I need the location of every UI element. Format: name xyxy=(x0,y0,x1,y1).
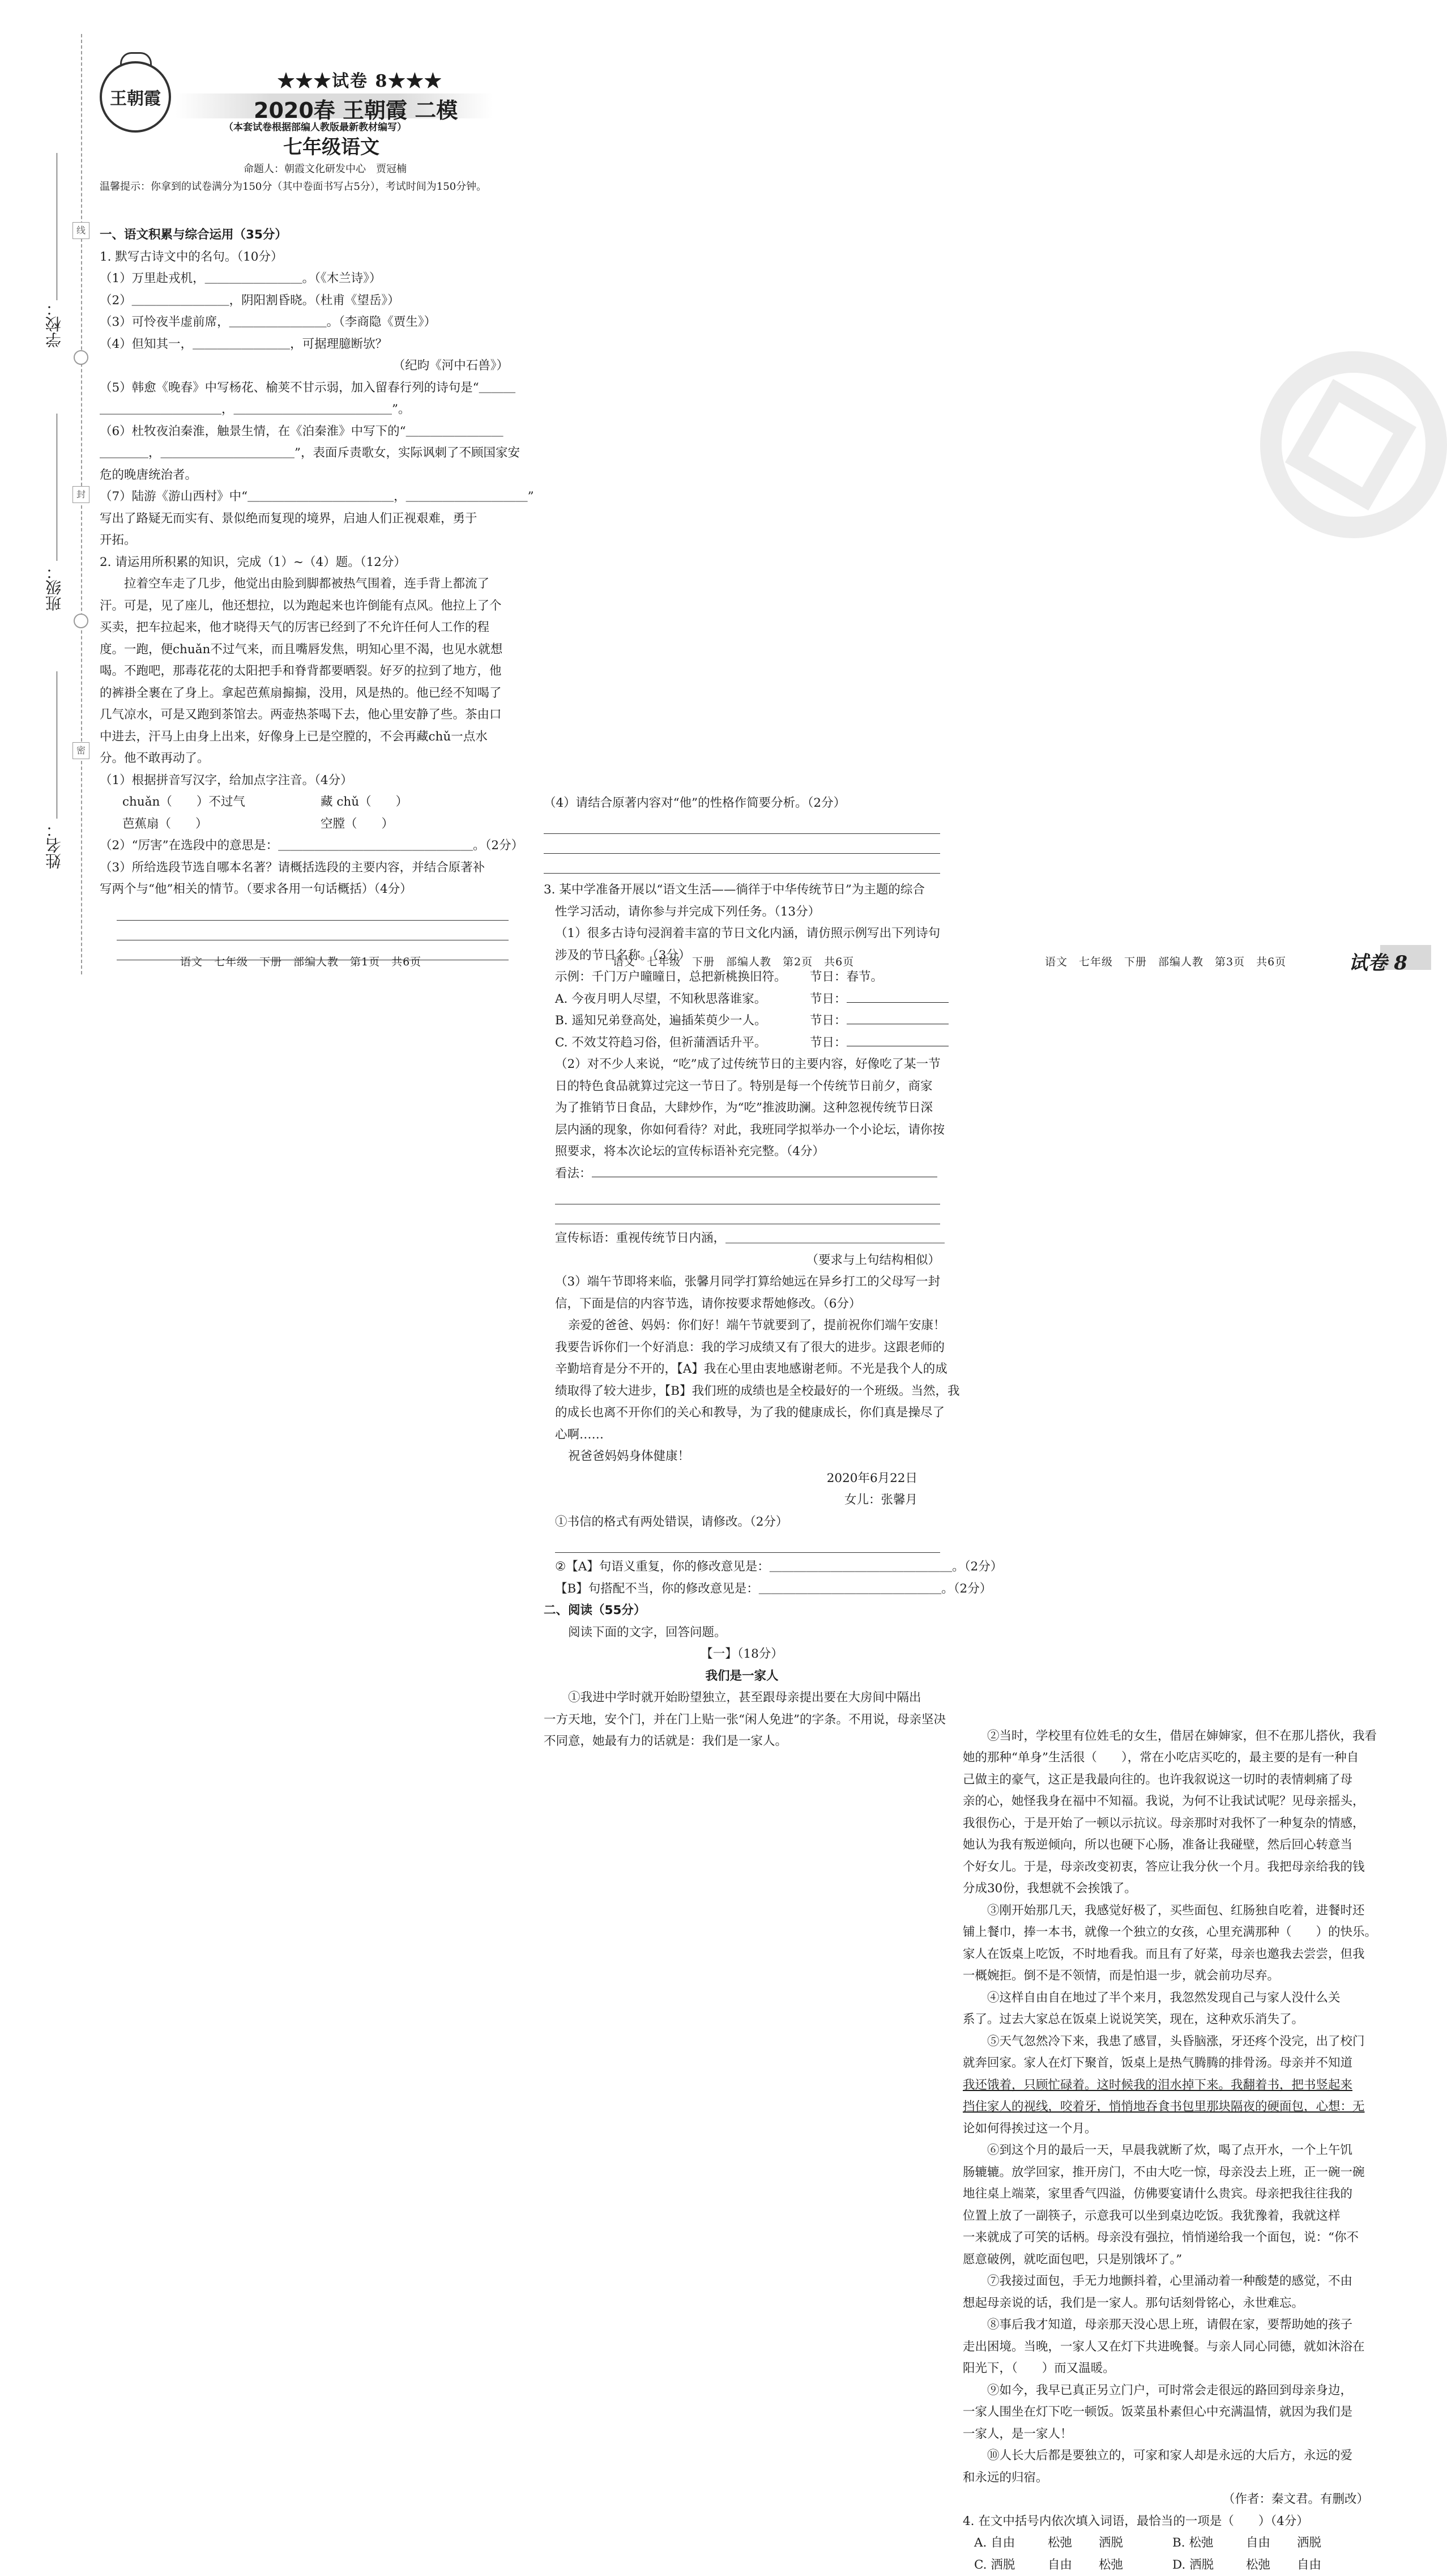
page-2-footer: 语文 七年级 下册 部编人教 第2页 共6页 xyxy=(613,953,854,969)
q3-2e: 照要求，将本次论坛的宣传标语补充完整。（4分） xyxy=(544,1141,940,1163)
q2-passage-line: 喝。不跑吧，那毒花花的太阳把手和脊背都要晒裂。好歹的拉到了地方，他 xyxy=(100,661,509,683)
article-line: 亲的心，她怪我身在福中不知福。我说，为何不让我试试呢？见母亲摇头， xyxy=(963,1791,1369,1813)
q1-5a: （5）韩愈《晚春》中写杨花、榆荚不甘示弱，加入留春行列的诗句是“＿＿＿ xyxy=(100,377,509,399)
letter-date: 2020年6月22日 xyxy=(544,1468,940,1490)
q2-1a: chuǎn（ ）不过气 xyxy=(122,791,321,814)
q4-stem: 4. 在文中括号内依次填入词语，最恰当的一项是（ ）（4分） xyxy=(963,2511,1369,2533)
q4-option-a-word-2: 松弛 xyxy=(1048,2532,1099,2554)
school-label: 学校： xyxy=(43,300,66,348)
binding-hole xyxy=(74,614,88,628)
q3-2d: 层内涵的现象，你如何看待？对此，我班同学拟举办一个小论坛，请你按 xyxy=(544,1119,940,1142)
page-1-column xyxy=(100,224,509,960)
article-line: 己做主的豪气，这正是我最向往的。也许我叙说这一切时的表情刺痛了母 xyxy=(963,1769,1369,1791)
class-label: 班级： xyxy=(43,564,66,611)
binding-hole xyxy=(74,350,88,365)
q3-2b: 日的特色食品就算过完这一节日了。特别是每一个传统节日前夕，商家 xyxy=(544,1076,940,1098)
article-line: 一家人围坐在灯下吃一顿饭。饭菜虽朴素但心中充满温情，就因为我们是 xyxy=(963,2402,1369,2424)
answer-line[interactable] xyxy=(117,903,509,921)
q1-3: （3）可怜夜半虚前席，＿＿＿＿＿＿＿＿。（李商隐《贾生》） xyxy=(100,312,509,334)
q3-option-c xyxy=(544,1032,940,1054)
article-line: ④这样自由自在地过了半个来月，我忽然发现自己与家人没什么关 xyxy=(963,1987,1369,2009)
q3-3a: （3）端午节即将来临，张馨月同学打算给她远在异乡打工的父母写一封 xyxy=(544,1271,940,1293)
answer-line[interactable] xyxy=(544,856,940,874)
q2-3b: 写两个与“他”相关的情节。（要求各用一句话概括）（4分） xyxy=(100,879,509,901)
article-line: 不同意，她最有力的话就是：我们是一家人。 xyxy=(544,1731,940,1753)
article-line: ③刚开始那几天，我感觉好极了，买些面包、红肠独自吃着，进餐时还 xyxy=(963,1900,1369,1922)
article-line: ⑧事后我才知道，母亲那天没心思上班，请假在家，要帮助她的孩子 xyxy=(963,2314,1369,2336)
q2-1d: 空膛（ ） xyxy=(321,817,394,831)
article-line: ⑤天气忽然冷下来，我患了感冒，头昏脑涨，牙还疼个没完，出了校门 xyxy=(963,2031,1369,2053)
q4-option-a[interactable]: A. 自由 xyxy=(974,2532,1048,2554)
article-line: 她的那种“单身”生活很（ ），常在小吃店买吃的，最主要的是有一种自 xyxy=(963,1747,1369,1769)
q4-option-b[interactable]: B. 松弛 xyxy=(1172,2532,1246,2554)
q4-option-c-word-3: 松弛 xyxy=(1099,2554,1172,2576)
article-line: 她认为我有叛逆倾向，所以也硬下心肠，准备让我碰壁，然后回心转意当 xyxy=(963,1834,1369,1857)
q2-1b: 藏 chǔ（ ） xyxy=(321,795,408,809)
q4-option-d[interactable]: D. 洒脱 xyxy=(1172,2554,1246,2576)
q3-2a: （2）对不少人来说，“吃”成了过传统节日的主要内容，好像吃了某一节 xyxy=(544,1054,940,1076)
seal-mark-feng: 封 xyxy=(72,486,89,503)
article-line: 一概婉拒。倒不是不领情，而是怕退一步，就会前功尽弃。 xyxy=(963,1965,1369,1987)
answer-line[interactable] xyxy=(555,1207,940,1224)
q3-1a: （1）很多古诗句浸润着丰富的节日文化内涵，请仿照示例写出下列诗句 xyxy=(544,923,940,945)
q1-4-source: （纪昀《河中石兽》） xyxy=(100,355,509,377)
exam-author: 命题人：朝霞文化研发中心 贾冠楠 xyxy=(244,161,407,176)
q2-passage-line: 汗。可是，见了座儿，他还想拉，以为跑起来也许倒能有点风。他拉上了个 xyxy=(100,595,509,618)
exam-subtitle: （本套试卷根据部编人教版最新教材编写） xyxy=(224,119,407,133)
section-2-heading: 二、阅读（55分） xyxy=(544,1600,940,1622)
exam-number: ★★★试卷 8★★★ xyxy=(278,67,442,92)
q1-6b: ＿＿＿＿，＿＿＿＿＿＿＿＿＿＿＿”，表面斥责歌女，实际讽刺了不顾国家安 xyxy=(100,442,509,465)
article-line: 愿意破例，就吃面包吧，只是别饿坏了。” xyxy=(963,2249,1369,2271)
q1-stem: 1. 默写古诗文中的名句。（10分） xyxy=(100,246,509,269)
section-1-heading: 一、语文积累与综合运用（35分） xyxy=(100,224,509,246)
article-source: （作者：秦文君。有删改） xyxy=(963,2489,1369,2511)
page-3-footer: 语文 七年级 下册 部编人教 第3页 共6页 xyxy=(1045,953,1286,969)
binding-dashed-line xyxy=(81,34,82,974)
q2-passage-line: 分。他不敢再动了。 xyxy=(100,748,509,770)
q1-6a: （6）杜牧夜泊秦淮，触景生情，在《泊秦淮》中写下的“＿＿＿＿＿＿＿＿ xyxy=(100,421,509,443)
article-line-underlined: 挡住家人的视线，咬着牙，悄悄地吞食书包里那块隔夜的硬面包，心想：无 xyxy=(963,2096,1369,2118)
article-line: 个好女儿。于是，母亲改变初衷，答应让我分伙一个月。我把母亲给我的钱 xyxy=(963,1857,1369,1879)
q1-1: （1）万里赴戎机，＿＿＿＿＿＿＿＿。（《木兰诗》） xyxy=(100,268,509,290)
q4-option-b-word-2: 自由 xyxy=(1246,2532,1297,2554)
q1-7a: （7）陆游《游山西村》中“＿＿＿＿＿＿＿＿＿＿＿＿，＿＿＿＿＿＿＿＿＿＿” xyxy=(100,486,509,508)
q4-options-row xyxy=(963,2554,1369,2576)
article-line: 地往桌上端菜，家里香气四溢，仿佛要宴请什么贵宾。母亲把我往往我的 xyxy=(963,2183,1369,2205)
answer-line[interactable] xyxy=(544,836,940,854)
reading-part-1: 【一】（18分） xyxy=(544,1643,940,1666)
q4-option-d-word-3: 自由 xyxy=(1297,2554,1348,2576)
article-line: 阳光下，（ ）而又温暖。 xyxy=(963,2358,1369,2380)
article-line: 一方天地，安个门，并在门上贴一张“闲人免进”的字条。不用说，母亲坚决 xyxy=(544,1709,940,1731)
q2-1-row xyxy=(100,814,509,836)
q2-passage-line: 几气凉水，可是又跑到茶馆去。两壶热茶喝下去，他心里安静了些。茶由口 xyxy=(100,704,509,726)
letter-line: 辛勤培育是分不开的，【A】我在心里由衷地感谢老师。不光是我个人的成 xyxy=(544,1359,940,1381)
exam-corner-label: 试卷 8 xyxy=(1349,947,1408,975)
q3-verse-a: A. 今夜月明人尽望，不知秋思落谁家。 xyxy=(555,989,810,1011)
answer-line[interactable] xyxy=(544,816,940,834)
warm-tips: 温馨提示：你拿到的试卷满分为150分（其中卷面书写占5分），考试时间为150分钟。 xyxy=(100,178,509,196)
festival-label: 节日： xyxy=(810,1036,847,1050)
page-1-footer: 语文 七年级 下册 部编人教 第1页 共6页 xyxy=(180,953,421,969)
article-line: 想起母亲说的话，我们是一家人。那句话刻骨铭心，永世难忘。 xyxy=(963,2293,1369,2315)
q3-stem-a: 3. 某中学准备开展以“语文生活——徜徉于中华传统节日”为主题的综合 xyxy=(544,879,940,901)
festival-label: 节日： xyxy=(810,1014,847,1028)
article-line: 走出困境。当晚，一家人又在灯下共进晚餐。与亲人同心同德，就如沐浴在 xyxy=(963,2336,1369,2358)
q1-6c: 危的晚唐统治者。 xyxy=(100,465,509,487)
q2-2: （2）“厉害”在选段中的意思是：＿＿＿＿＿＿＿＿＿＿＿＿＿＿＿＿。（2分） xyxy=(100,835,509,857)
article-line: ②当时，学校里有位姓毛的女生，借居在婶婶家，但不在那儿搭伙，我看 xyxy=(963,1726,1369,1748)
article-line: ⑩人长大后都是要独立的，可家和家人却是永远的大后方，永远的爱 xyxy=(963,2445,1369,2467)
q2-1c: 芭蕉扇（ ） xyxy=(122,814,321,836)
article-line: 系了。过去大家总在饭桌上说说笑笑，现在，这种欢乐消失了。 xyxy=(963,2009,1369,2031)
q4-options-row xyxy=(963,2532,1369,2554)
letter-line: 的成长也离不开你们的关心和教导，为了我的健康成长，你们真是操尽了 xyxy=(544,1402,940,1424)
exam-title: 2020春 王朝霞 二模 xyxy=(254,93,458,124)
answer-line[interactable] xyxy=(555,1187,940,1204)
article-line: 铺上餐巾，捧一本书，就像一个独立的女孩，心里充满那种（ ）的快乐。 xyxy=(963,1922,1369,1944)
q3-option-b xyxy=(544,1010,940,1032)
article-line: ①我进中学时就开始盼望独立，甚至跟母亲提出要在大房间中隔出 xyxy=(544,1687,940,1709)
q1-4: （4）但知其一，＿＿＿＿＿＿＿＿，可据理臆断欤？ xyxy=(100,334,509,356)
q2-passage-line: 拉着空车走了几步，他觉出由脸到脚都被热气围着，连手背上都流了 xyxy=(100,573,509,595)
q3-1b: 涉及的节日名称。（3分） xyxy=(544,945,940,967)
q4-option-c-word-2: 自由 xyxy=(1048,2554,1099,2576)
article-line: 和永远的归宿。 xyxy=(963,2467,1369,2489)
q3-3b: 信，下面是信的内容节选，请你按要求帮她修改。（6分） xyxy=(544,1293,940,1315)
q1-7b: 写出了路疑无而实有、景似绝而复现的境界，启迪人们正视艰难，勇于 xyxy=(100,508,509,530)
q2-passage-line: 中进去，汗马上由身上出来，好像身上已是空膛的，不会再藏chǔ一点水 xyxy=(100,726,509,748)
article-line: 我很伤心，于是开始了一顿以示抗议。母亲那时对我怀了一种复杂的情感， xyxy=(963,1813,1369,1835)
article-line: 论如何得挨过这一个月。 xyxy=(963,2118,1369,2140)
article-line: 一来就成了可笑的话柄。母亲没有强拉，悄悄递给我一个面包，说：“你不 xyxy=(963,2227,1369,2249)
q4-option-a-word-3: 洒脱 xyxy=(1099,2532,1172,2554)
article-line: ⑦我接过面包，手无力地颤抖着，心里涌动着一种酸楚的感觉，不由 xyxy=(963,2271,1369,2293)
letter-line: 心啊…… xyxy=(544,1424,940,1446)
reading-intro: 阅读下面的文字，回答问题。 xyxy=(544,1622,940,1644)
q3-3-2: ②【A】句语义重复，你的修改意见是：＿＿＿＿＿＿＿＿＿＿＿＿＿＿＿。（2分） xyxy=(544,1556,940,1578)
logo-text: 王朝霞 xyxy=(110,84,161,109)
seal-mark-xian: 线 xyxy=(72,222,89,239)
grade-subject: 七年级语文 xyxy=(283,131,379,159)
q3-example-answer: 节日：春节。 xyxy=(810,970,883,984)
article-line: 就奔回家。家人在灯下聚首，饭桌上是热气腾腾的排骨汤。母亲并不知道 xyxy=(963,2053,1369,2075)
q4-option-b-word-3: 洒脱 xyxy=(1297,2532,1348,2554)
letter-wish: 祝爸爸妈妈身体健康！ xyxy=(544,1446,940,1468)
answer-line[interactable] xyxy=(555,1535,940,1553)
q2-1-row xyxy=(100,791,509,814)
answer-line[interactable] xyxy=(117,943,509,960)
q1-5b: ＿＿＿＿＿＿＿＿＿＿，＿＿＿＿＿＿＿＿＿＿＿＿＿”。 xyxy=(100,399,509,421)
q3-2c: 为了推销节日食品，大肆炒作，为“吃”推波助澜。这种忽视传统节日深 xyxy=(544,1097,940,1119)
q2-passage-line: 度。一跑，便chuǎn不过气来，而且嘴唇发焦，明知心里不渴，也见水就想 xyxy=(100,639,509,661)
article-line: 分成30份，我想就不会挨饿了。 xyxy=(963,1878,1369,1900)
q3-stem-b: 性学习活动，请你参与并完成下列任务。（13分） xyxy=(544,901,940,923)
q3-verse-c: C. 不效艾符趋习俗，但祈蒲酒话升平。 xyxy=(555,1032,810,1054)
letter-line: 我要告诉你们一个好消息：我的学习成绩又有了很大的进步。这跟老师的 xyxy=(544,1337,940,1359)
answer-line[interactable] xyxy=(117,923,509,940)
article-title: 我们是一家人 xyxy=(544,1666,940,1688)
q2-4: （4）请结合原著内容对“他”的性格作简要分析。（2分） xyxy=(544,793,940,815)
letter-line: 亲爱的爸爸、妈妈：你们好！端午节就要到了，提前祝你们端午安康！ xyxy=(544,1315,940,1337)
letter-line: 绩取得了较大进步，【B】我们班的成绩也是全校最好的一个班级。当然，我 xyxy=(544,1381,940,1403)
article-line: ⑥到这个月的最后一天，早晨我就断了炊，喝了点开水，一个上午饥 xyxy=(963,2140,1369,2162)
q2-passage-line: 买卖，把车拉起来，他才晓得天气的厉害已经到了不允许任何人工作的程 xyxy=(100,617,509,639)
slogan-line: 宣传标语：重视传统节日内涵，＿＿＿＿＿＿＿＿＿＿＿＿＿＿＿＿＿＿ xyxy=(544,1228,940,1250)
brand-logo xyxy=(100,61,171,133)
q4-option-c[interactable]: C. 洒脱 xyxy=(974,2554,1048,2576)
letter-signature: 女儿：张馨月 xyxy=(544,1489,940,1511)
q2-1-stem: （1）根据拼音写汉字，给加点字注音。（4分） xyxy=(100,770,509,792)
q2-passage-line: 的裤褂全裹在了身上。拿起芭蕉扇搧搧，没用，风是热的。他已经不知喝了 xyxy=(100,683,509,705)
q3-3-3: 【B】句搭配不当，你的修改意见是：＿＿＿＿＿＿＿＿＿＿＿＿＿＿＿。（2分） xyxy=(544,1578,940,1600)
q1-2: （2）＿＿＿＿＿＿＿＿，阴阳割昏晓。（杜甫《望岳》） xyxy=(100,290,509,312)
q3-example-verse: 示例：千门万户曈曈日，总把新桃换旧符。 xyxy=(555,966,810,989)
festival-label: 节日： xyxy=(810,992,847,1006)
article-line: 一家人，是一家人！ xyxy=(963,2424,1369,2446)
opinion-row xyxy=(544,1163,940,1185)
q3-example xyxy=(544,966,940,989)
seal-mark-mi: 密 xyxy=(72,742,89,759)
q3-option-a xyxy=(544,989,940,1011)
q2-stem: 2. 请运用所积累的知识，完成（1）~（4）题。（12分） xyxy=(100,552,509,574)
page-2-column xyxy=(544,793,940,1753)
q2-3a: （3）所给选段节选自哪本名著？请概括选段的主要内容，并结合原著补 xyxy=(100,857,509,879)
name-label: 姓名： xyxy=(43,821,66,869)
q4-option-d-word-2: 松弛 xyxy=(1246,2554,1297,2576)
festival-blank-a[interactable] xyxy=(847,1002,949,1003)
article-line: ⑨如今，我早已真正另立门户，可时常会走很远的路回到母亲身边， xyxy=(963,2380,1369,2402)
q3-verse-b: B. 遥知兄弟登高处，遍插茱萸少一人。 xyxy=(555,1010,810,1032)
q3-3-1: ①书信的格式有两处错误，请修改。（2分） xyxy=(544,1511,940,1534)
slogan-requirement: （要求与上句结构相似） xyxy=(544,1250,940,1272)
article-line: 位置上放了一副筷子，示意我可以坐到桌边吃饭。我犹豫着，我就这样 xyxy=(963,2205,1369,2228)
article-line: 家人在饭桌上吃饭，不时地看我。而且有了好菜，母亲也邀我去尝尝，但我 xyxy=(963,1944,1369,1966)
article-line: 肠辘辘。放学回家，推开房门，不由大吃一惊，母亲没去上班，正一碗一碗 xyxy=(963,2162,1369,2184)
article-line-underlined: 我还饿着，只顾忙碌着。这时候我的泪水掉下来。我翻着书，把书竖起来 xyxy=(963,2075,1369,2097)
page-3-column xyxy=(963,1726,1369,2576)
opinion-label: 看法： xyxy=(555,1166,592,1181)
q1-7c: 开拓。 xyxy=(100,530,509,552)
